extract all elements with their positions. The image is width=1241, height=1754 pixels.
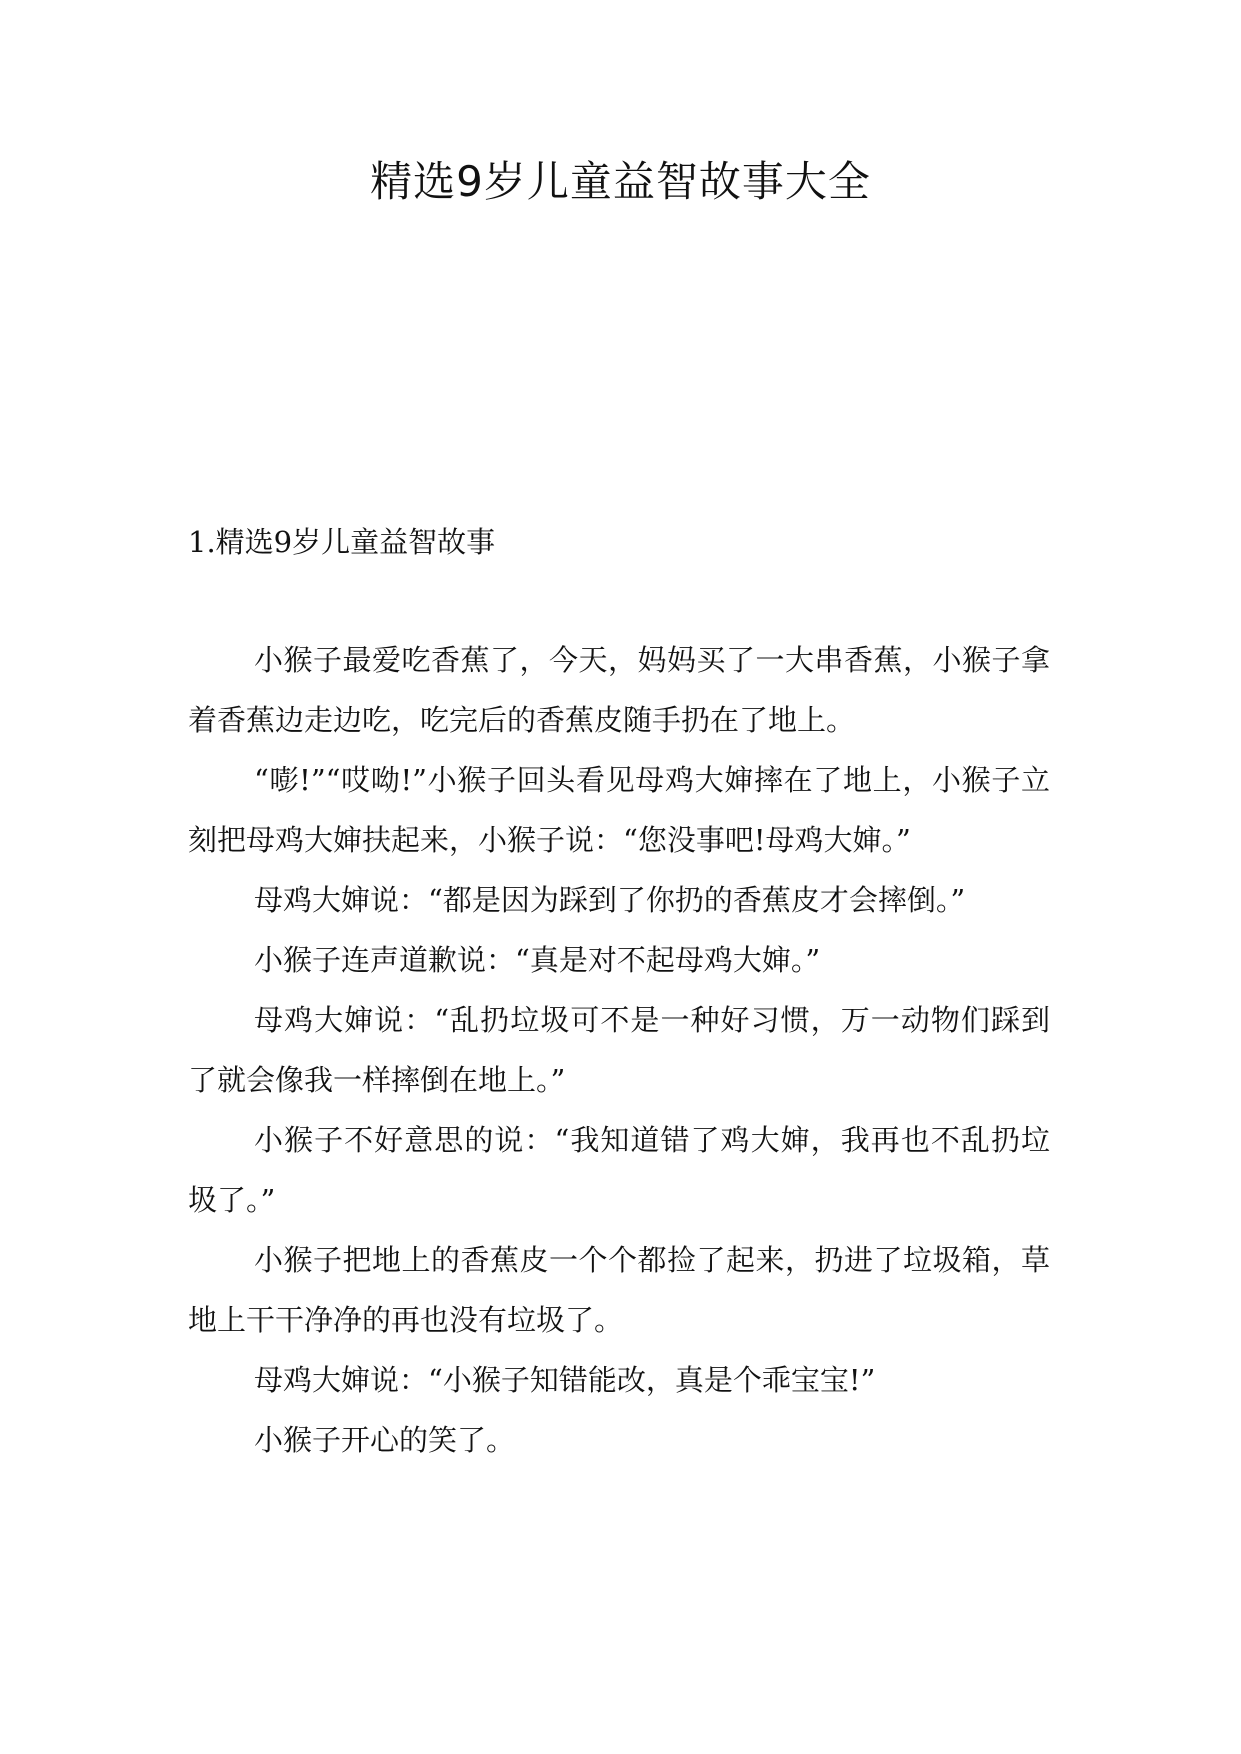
story-paragraph: 小猴子连声道歉说：“真是对不起母鸡大婶。” — [254, 943, 821, 977]
section-heading: 1.精选9岁儿童益智故事 — [188, 525, 496, 559]
story-paragraph: “嘭!”“哎呦!”小猴子回头看见母鸡大婶摔在了地上，小猴子立刻把母鸡大婶扶起来，小猴子说：“您没事吧!母鸡大婶。” — [188, 763, 1050, 857]
story-paragraph: 母鸡大婶说：“小猴子知错能改，真是个乖宝宝!” — [254, 1363, 876, 1397]
document-title: 精选9岁儿童益智故事大全 — [370, 157, 871, 206]
story-paragraph: 小猴子不好意思的说：“我知道错了鸡大婶，我再也不乱扔垃圾了。” — [188, 1123, 1050, 1217]
story-body — [188, 630, 1050, 1470]
story-paragraph: 小猴子把地上的香蕉皮一个个都捡了起来，扔进了垃圾箱，草地上干干净净的再也没有垃圾了。 — [188, 1243, 1050, 1337]
story-paragraph: 母鸡大婶说：“乱扔垃圾可不是一种好习惯，万一动物们踩到了就会像我一样摔倒在地上。” — [188, 1003, 1050, 1097]
story-paragraph: 小猴子最爱吃香蕉了，今天，妈妈买了一大串香蕉，小猴子拿着香蕉边走边吃，吃完后的香蕉皮随手扔在了地上。 — [188, 643, 1050, 737]
story-paragraph: 母鸡大婶说：“都是因为踩到了你扔的香蕉皮才会摔倒。” — [254, 883, 966, 917]
story-paragraph: 小猴子开心的笑了。 — [254, 1423, 516, 1457]
